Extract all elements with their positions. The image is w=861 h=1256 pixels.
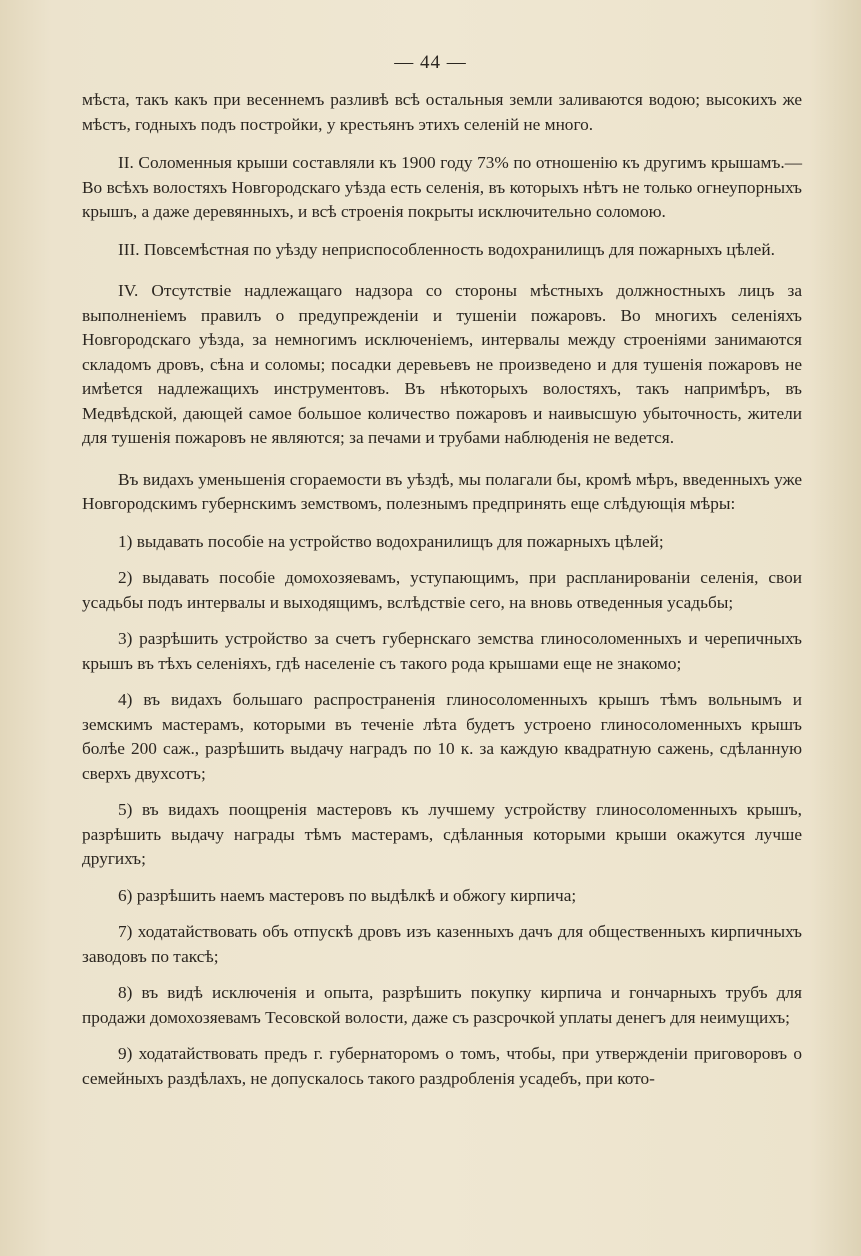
list-item-6: 6) разрѣшить наемъ мастеровъ по выдѣлкѣ и обжогу кирпича;: [118, 885, 577, 905]
list-item-8: 8) въ видѣ исключенія и опыта, разрѣшить покупку кирпича и гончарныхъ трубъ для продажи домохозяевамъ Тесовской волости, даже съ разсрочкой уплаты денегъ для неимущихъ;: [82, 983, 802, 1027]
page-number: — 44 —: [394, 52, 467, 73]
list-item-7: 7) ходатайствовать объ отпускѣ дровъ изъ казенныхъ дачъ для общественныхъ кирпичныхъ заводовъ по таксѣ;: [82, 922, 802, 966]
paragraph-point-3: III. Повсемѣстная по уѣзду неприспособленность водохранилищъ для пожарныхъ цѣлей.: [118, 239, 775, 259]
list-item-3: 3) разрѣшить устройство за счетъ губернскаго земства глиносоломенныхъ и черепичныхъ крышъ въ тѣхъ селеніяхъ, гдѣ населеніе съ такого рода крышами еще не знакомо;: [82, 629, 802, 673]
paragraph-point-2: II. Соломенныя крыши составляли къ 1900 году 73% по отношенію къ другимъ крышамъ.—Во всѣхъ волостяхъ Новгородскаго уѣзда есть селенія, въ которыхъ нѣтъ не только огнеупорныхъ крышъ, а даже деревянныхъ, и всѣ строенія покрыты исключительно соломою.: [82, 153, 802, 221]
paragraph-point-4: IV. Отсутствіе надлежащаго надзора со стороны мѣстныхъ должностныхъ лицъ за выполненіемъ правилъ о предупрежденіи и тушеніи пожаровъ. Во многихъ селеніяхъ Новгородскаго уѣзда, за немногимъ исключеніемъ, интервалы между строеніями занимаются складомъ дровъ, сѣна и соломы; посадки деревьевъ не произведено и для тушенія пожаровъ не имѣется надлежащихъ инструментовъ. Въ нѣкоторыхъ волостяхъ, такъ напримѣръ, въ Медвѣдской, дающей самое большое количество пожаровъ и наивысшую убыточность, жители для тушенія пожаровъ не являются; за печами и трубами наблюденія не ведется.: [82, 281, 802, 447]
list-item-9: 9) ходатайствовать предъ г. губернаторомъ о томъ, чтобы, при утвержденіи приговоровъ о семейныхъ раздѣлахъ, не допускалось такого раздробленія усадебъ, при кото-: [82, 1044, 802, 1088]
body-text: [82, 88, 802, 1091]
list-item-4: 4) въ видахъ большаго распространенія глиносоломенныхъ крышъ тѣмъ вольнымъ и земскимъ мастерамъ, которыми въ теченіе лѣта будетъ устроено глиносоломенныхъ крышъ болѣе 200 саж., разрѣшить выдачу наградъ по 10 к. за каждую квадратную сажень, сдѣланную сверхъ двухсотъ;: [82, 690, 802, 783]
list-item-5: 5) въ видахъ поощренія мастеровъ къ лучшему устройству глиносоломенныхъ крышъ, разрѣшить выдачу награды тѣмъ мастерамъ, сдѣланныя которыми крыши окажутся лучше другихъ;: [82, 800, 802, 868]
list-item-1: 1) выдавать пособіе на устройство водохранилищъ для пожарныхъ цѣлей;: [118, 531, 664, 551]
paragraph-proposal-intro: Въ видахъ уменьшенія сгораемости въ уѣздѣ, мы полагали бы, кромѣ мѣръ, введенныхъ уже Новгородскимъ губернскимъ земствомъ, полезнымъ предпринять еще слѣдующія мѣры:: [82, 469, 802, 513]
paragraph-continuation: мѣста, такъ какъ при весеннемъ разливѣ всѣ остальныя земли заливаются водою; высокихъ же мѣстъ, годныхъ подъ постройки, у крестьянъ этихъ селеній не много.: [82, 90, 802, 134]
list-item-2: 2) выдавать пособіе домохозяевамъ, уступающимъ, при распланированіи селенія, свои усадьбы подъ интервалы и выходящимъ, вслѣдствіе сего, на вновь отведенныя усадьбы;: [82, 568, 802, 612]
